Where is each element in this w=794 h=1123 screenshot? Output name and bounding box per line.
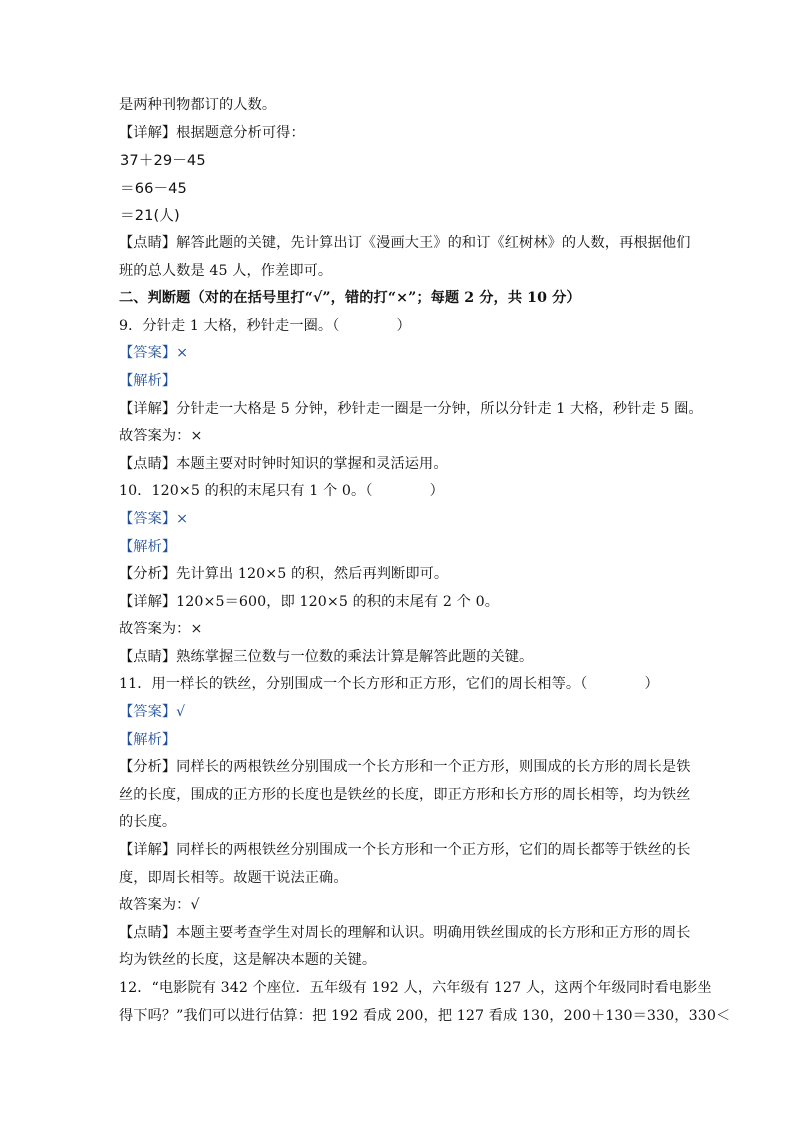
text-line: 度，即周长相等。故题干说法正确。: [119, 869, 348, 886]
question-11: 11．用一样长的铁丝，分别围成一个长方形和正方形，它们的周长相等。（ ）: [119, 676, 659, 693]
analysis-label: 【解析】: [119, 538, 177, 555]
text-line: 均为铁丝的长度，这是解决本题的关键。: [119, 952, 377, 969]
text-line: 故答案为：×: [119, 428, 203, 445]
analysis-label: 【解析】: [119, 372, 177, 389]
text-line: 【点睛】熟练掌握三位数与一位数的乘法计算是解答此题的关键。: [119, 648, 534, 665]
text-line: 故答案为：×: [119, 621, 203, 638]
text-line: 【点睛】本题主要考查学生对周长的理解和认识。明确用铁丝围成的长方形和正方形的周长: [119, 924, 691, 941]
text-line: 【详解】分针走一大格是 5 分钟，秒针走一圈是一分钟，所以分针走 1 大格，秒针走 5 圈。: [119, 400, 703, 417]
text-line: 【详解】根据题意分析可得：: [119, 124, 305, 141]
equation-line: ＝21(人): [120, 207, 180, 225]
text-line: 【详解】120×5＝600，即 120×5 的积的末尾有 2 个 0。: [119, 593, 499, 610]
question-9: 9．分针走 1 大格，秒针走一圈。（ ）: [119, 317, 411, 334]
text-line: 【分析】同样长的两根铁丝分别围成一个长方形和一个正方形，则围成的长方形的周长是铁: [119, 759, 691, 776]
equation-line: 37＋29－45: [120, 152, 206, 170]
answer-label: 【答案】×: [119, 510, 189, 527]
text-line: 班的总人数是 45 人，作差即可。: [119, 262, 333, 279]
section-heading: 二、判断题（对的在括号里打“√”，错的打“×”；每题 2 分，共 10 分）: [119, 290, 581, 307]
text-line: 是两种刊物都订的人数。: [119, 97, 277, 113]
question-12: 12．“电影院有 342 个座位．五年级有 192 人，六年级有 127 人，这两个年级同时看电影坐: [119, 980, 712, 996]
text-line: 的长度。: [119, 814, 177, 831]
text-line: 丝的长度，围成的正方形的长度也是铁丝的长度，即正方形和长方形的周长相等，均为铁丝: [119, 786, 691, 803]
text-line: 【详解】同样长的两根铁丝分别围成一个长方形和一个正方形，它们的周长都等于铁丝的长: [119, 842, 691, 859]
text-line: 得下吗？”我们可以进行估算：把 192 看成 200，把 127 看成 130，200＋130＝330，330＜: [119, 1007, 731, 1024]
text-line: 【点睛】本题主要对时钟时知识的掌握和灵活运用。: [119, 455, 448, 472]
equation-line: ＝66－45: [120, 179, 187, 197]
analysis-label: 【解析】: [119, 731, 177, 748]
text-line: 【点睛】解答此题的关键，先计算出订《漫画大王》的和订《红树林》的人数，再根据他们: [119, 234, 691, 251]
document-page: [119, 92, 731, 1030]
answer-label: 【答案】√: [119, 704, 186, 721]
question-10: 10．120×5 的积的末尾只有 1 个 0。（ ）: [119, 483, 444, 500]
answer-label: 【答案】×: [119, 345, 189, 362]
text-line: 故答案为：√: [119, 897, 200, 914]
text-line: 【分析】先计算出 120×5 的积，然后再判断即可。: [119, 566, 449, 583]
